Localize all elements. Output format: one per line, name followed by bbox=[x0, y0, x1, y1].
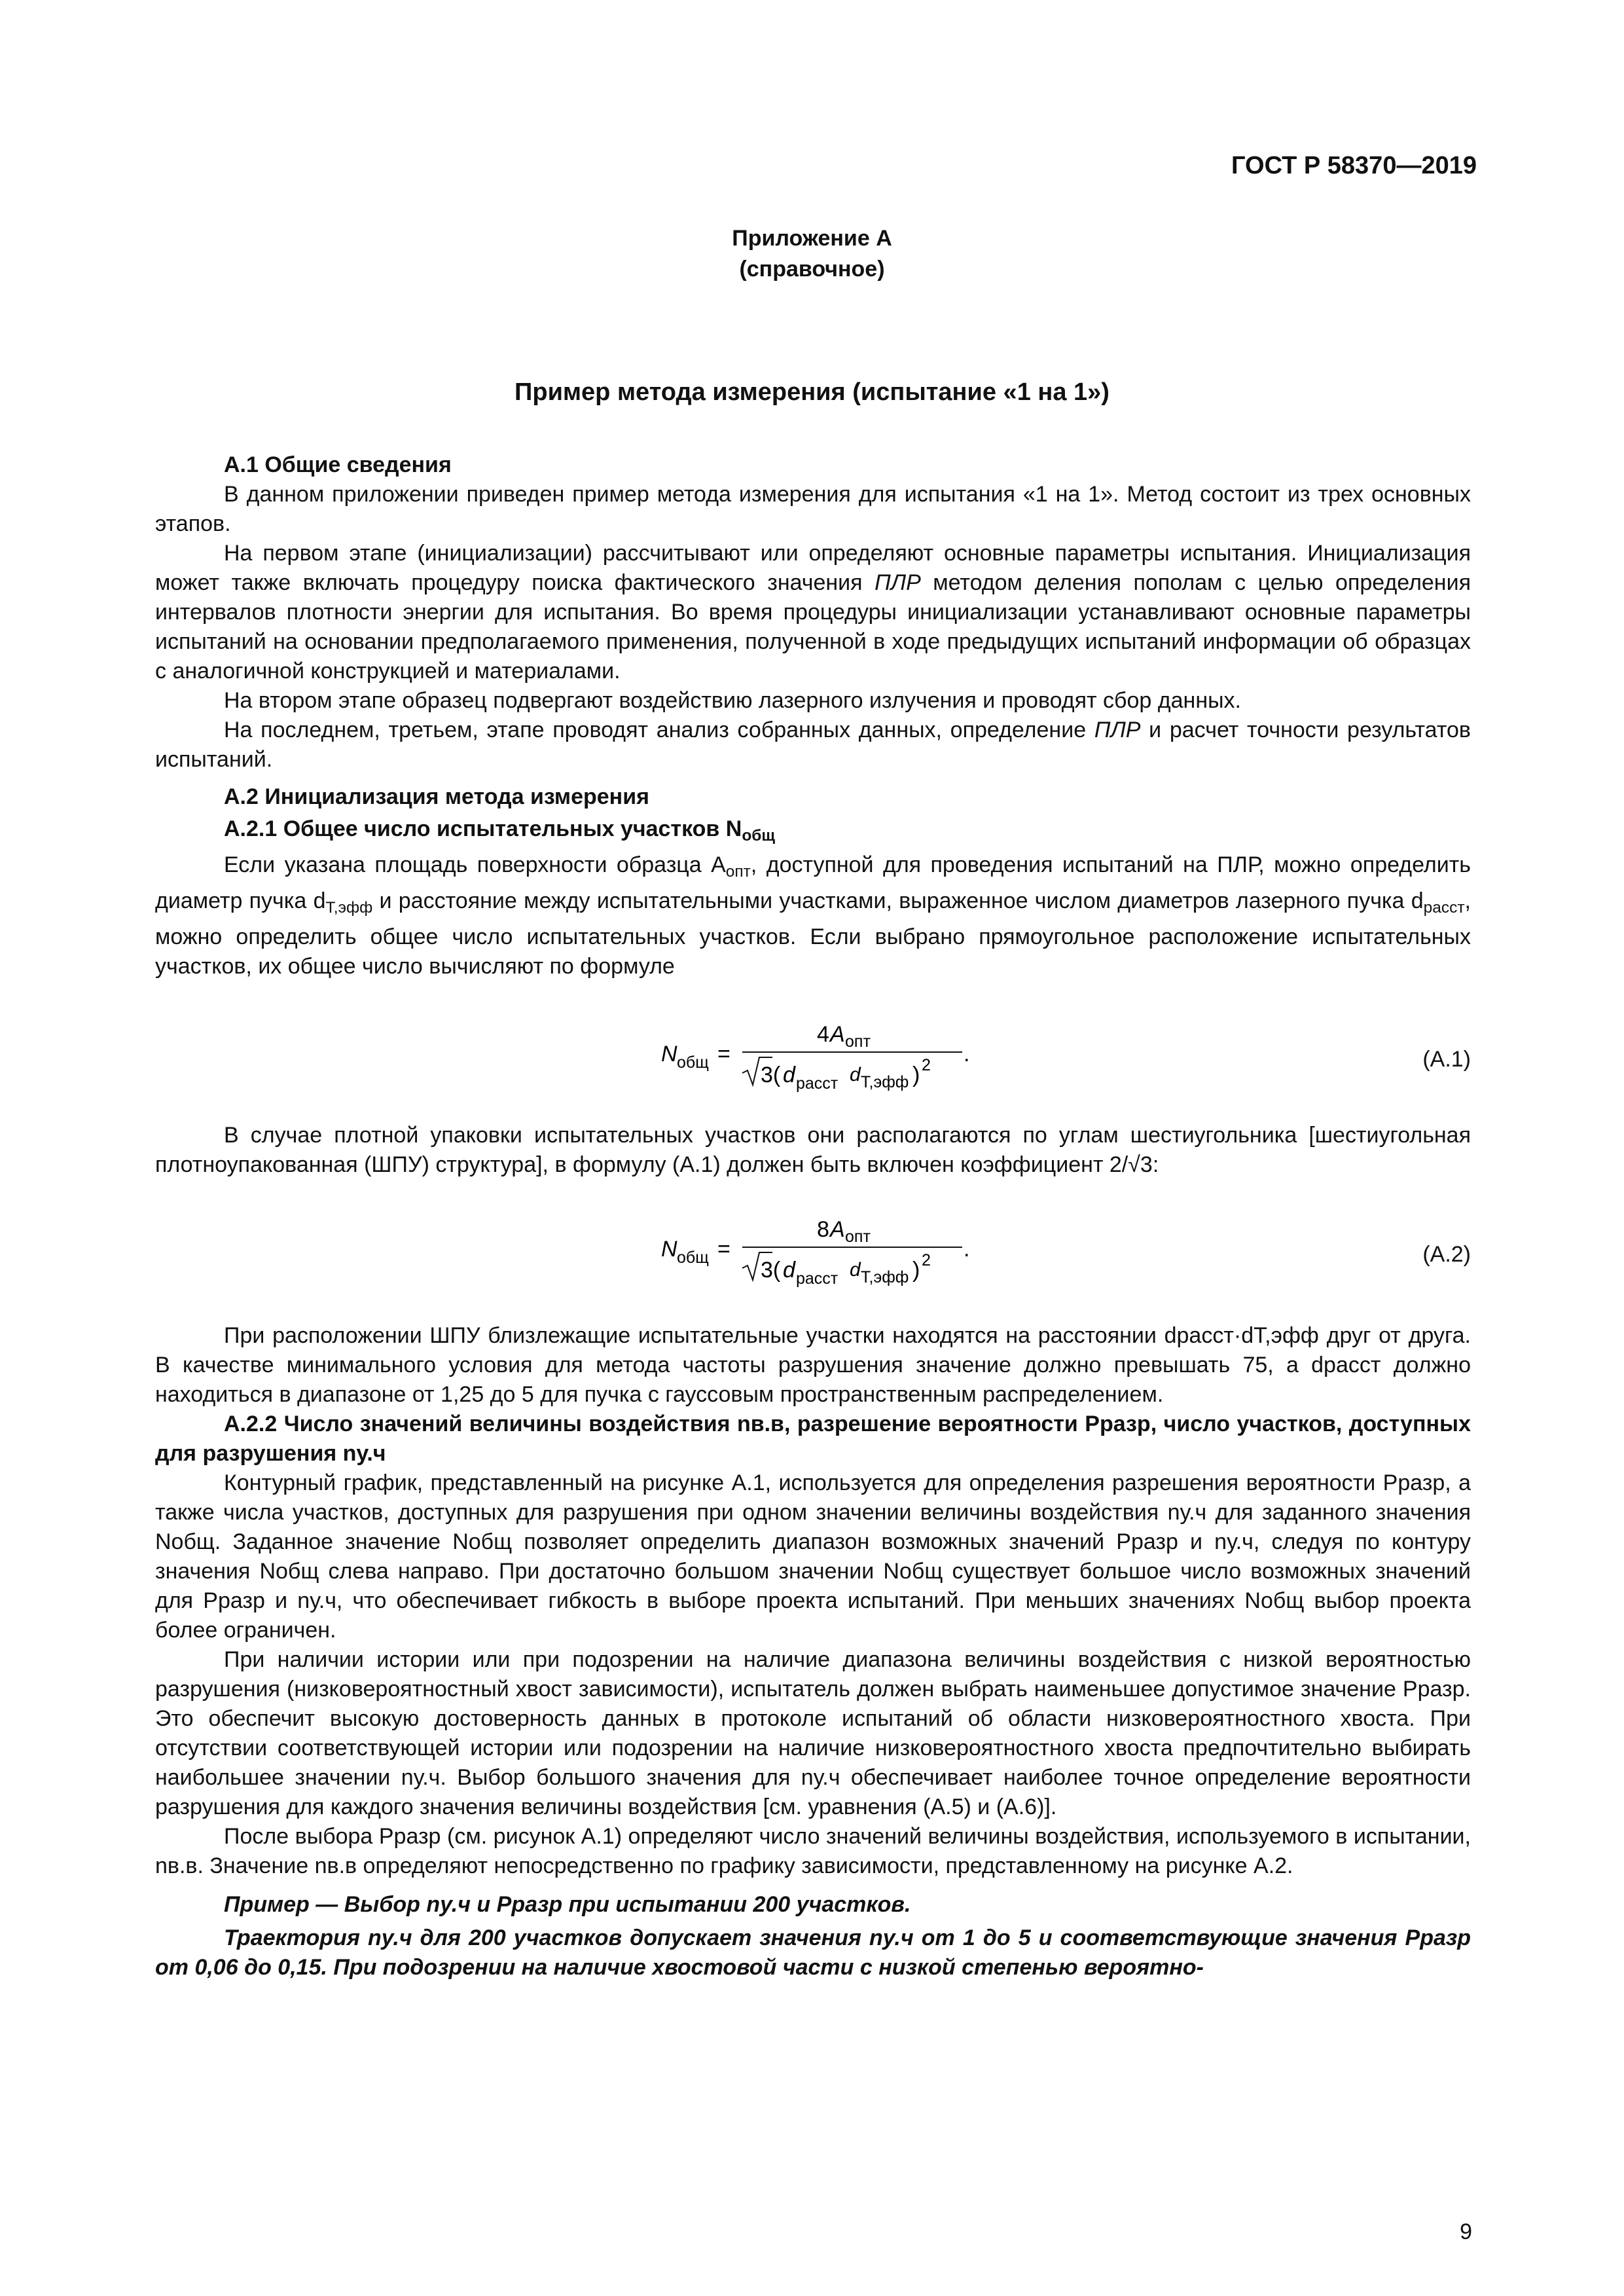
svg-text:): ) bbox=[912, 1063, 920, 1087]
standard-header: ГОСТ Р 58370—2019 bbox=[1231, 152, 1477, 179]
svg-text:A: A bbox=[830, 1022, 845, 1047]
a22-paragraph-3: После выбора Pразр (см. рисунок А.1) определяют число значений величины воздействия, используемого в испытании, nв.в. Значение nв.в определяют непосредственно по графику зависимости, представленному на рисунке А.2. bbox=[155, 1824, 1471, 1878]
svg-text:опт: опт bbox=[845, 1032, 871, 1051]
appendix-title: Приложение А bbox=[732, 226, 892, 251]
svg-text:общ: общ bbox=[677, 1248, 709, 1267]
svg-text:общ: общ bbox=[677, 1053, 709, 1072]
example-text: Траектория nу.ч для 200 участков допускает значения nу.ч от 1 до 5 и соответствующие значения Pразр от 0,06 до 0,15. При подозрении на наличие хвостовой части с низкой степенью вероятно- bbox=[155, 1925, 1471, 1980]
svg-text:2: 2 bbox=[922, 1056, 931, 1074]
a22-paragraph-1: Контурный график, представленный на рисунке А.1, используется для определения разрешения вероятности Pразр, а также числа участков, доступных для разрушения при одном значении величины воздействия nу.ч для заданного значения Nобщ. Заданное значение Nобщ позволяет определить диапазон возможных значений Pразр и nу.ч, следуя по контуру значения Nобщ слева направо. При достаточно большом значении Nобщ существует большое число возможных значений для Pразр и nу.ч, что обеспечивает гибкость в выборе проекта испытаний. При меньших значениях Nобщ выбор проекта более ограничен. bbox=[155, 1470, 1471, 1643]
a1-paragraph-3: На втором этапе образец подвергают воздействию лазерного излучения и проводят сбор данных. bbox=[224, 688, 1241, 713]
svg-text:A: A bbox=[830, 1217, 845, 1242]
formula-a2-expression bbox=[661, 1213, 1054, 1292]
svg-text:расст: расст bbox=[796, 1074, 839, 1093]
page-number: 9 bbox=[1460, 2219, 1472, 2244]
a1-paragraph-1: В данном приложении приведен пример метода измерения для испытания «1 на 1». Метод состоит из трех основных этапов. bbox=[155, 482, 1471, 536]
a22-paragraph-2: При наличии истории или при подозрении на наличие диапазона величины воздействия с низкой вероятностью разрушения (низковероятностный хвост зависимости), испытатель должен выбрать наименьшее допустимое значение Pразр. Это обеспечит высокую достоверность данных в протоколе испытаний об области низковероятностного хвоста. При отсутствии соответствующей истории или подозрении на наличие низковероятностного хвоста предпочтительно выбирать наибольшее значении nу.ч. Выбор большого значения для nу.ч обеспечивает наиболее точное определение вероятности разрушения для каждого значения величины воздействия [см. уравнения (А.5) и (А.6)]. bbox=[155, 1647, 1471, 1819]
formula-a2-number: (А.2) bbox=[1422, 1242, 1471, 1267]
section-a21-cont bbox=[155, 1121, 1471, 1180]
a21-paragraph-1: Если указана площадь поверхности образца $A_{опт}$, доступной для проведения испытаний на ПЛР, можно определить диаметр пучка $d_{Т,эфф}$ и расстояние между испытательными участками, выраженное числом диаметров лазерного пучка $d_{расст}$, можно определить общее число испытательных участков. Если выбрано прямоугольное расположение испытательных участков, их общее число вычисляют по формуле bbox=[155, 852, 1471, 979]
section-a2-rest bbox=[155, 1321, 1471, 1982]
svg-text:=: = bbox=[717, 1237, 731, 1262]
svg-text:d: d bbox=[783, 1063, 795, 1087]
svg-text:3(: 3( bbox=[761, 1063, 781, 1087]
svg-text:3(: 3( bbox=[761, 1258, 781, 1283]
svg-text:Т,эфф: Т,эфф bbox=[861, 1268, 909, 1286]
a1-paragraph-4: На последнем, третьем, этапе проводят анализ собранных данных, определение ПЛР и расчет точности результатов испытаний. bbox=[155, 718, 1471, 772]
formula-a2 bbox=[0, 1213, 1624, 1288]
svg-text:.: . bbox=[964, 1237, 970, 1262]
a1-heading: А.1 Общие сведения bbox=[224, 452, 452, 477]
a21-paragraph-2: В случае плотной упаковки испытательных участков они располагаются по углам шестиугольника [шестиугольная плотноупакованная (ШПУ) структура], в формулу (А.1) должен быть включен коэффициент 2/√3: bbox=[155, 1123, 1471, 1177]
a22-heading: А.2.2 Число значений величины воздействия nв.в, разрешение вероятности Pразр, число участков, доступных для разрушения nу.ч bbox=[155, 1412, 1471, 1466]
formula-a2-coef: 8 bbox=[817, 1217, 829, 1242]
a21-heading: А.2.1 Общее число испытательных участков $N_{общ}$ bbox=[224, 816, 776, 845]
a1-paragraph-2: На первом этапе (инициализации) рассчитывают или определяют основные параметры испытания. Инициализация может также включать процедуру поиска фактического значения ПЛР методом деления пополам с целью определения интервалов плотности энергии для испытания. Во время процедуры инициализации устанавливают основные параметры испытаний на основании предполагаемого применения, полученной в ходе предыдущих испытаний информации об образцах с аналогичной конструкцией и материалами. bbox=[155, 541, 1471, 683]
appendix-note: (справочное) bbox=[739, 257, 885, 282]
formula-a1 bbox=[0, 1018, 1624, 1093]
svg-text:Т,эфф: Т,эфф bbox=[861, 1073, 909, 1091]
svg-text:): ) bbox=[912, 1258, 920, 1283]
formula-a1-coef: 4 bbox=[817, 1022, 829, 1047]
svg-text:N: N bbox=[661, 1237, 677, 1262]
formula-a1-number: (А.1) bbox=[1422, 1047, 1471, 1072]
section-a1 bbox=[155, 450, 1471, 981]
svg-text:d: d bbox=[783, 1258, 795, 1283]
svg-text:опт: опт bbox=[845, 1228, 871, 1246]
svg-text:d: d bbox=[850, 1064, 861, 1085]
a2-heading: А.2 Инициализация метода измерения bbox=[224, 784, 649, 809]
svg-text:N: N bbox=[661, 1042, 677, 1066]
example-title: Пример — Выбор nу.ч и Pразр при испытании 200 участков. bbox=[224, 1892, 911, 1917]
formula-a1-expression bbox=[661, 1018, 1054, 1097]
svg-text:расст: расст bbox=[796, 1269, 839, 1288]
svg-text:.: . bbox=[964, 1042, 970, 1066]
a21-paragraph-3: При расположении ШПУ близлежащие испытательные участки находятся на расстоянии dрасст·dТ,эфф друг от друга. В качестве минимального условия для метода частоты разрушения значение должно превышать 75, а dрасст должно находиться в диапазоне от 1,25 до 5 для пучка с гауссовым пространственным распределением. bbox=[155, 1323, 1471, 1407]
svg-text:=: = bbox=[717, 1042, 731, 1066]
section-title: Пример метода измерения (испытание «1 на 1») bbox=[514, 378, 1110, 406]
svg-text:d: d bbox=[850, 1259, 861, 1281]
svg-text:2: 2 bbox=[922, 1251, 931, 1269]
